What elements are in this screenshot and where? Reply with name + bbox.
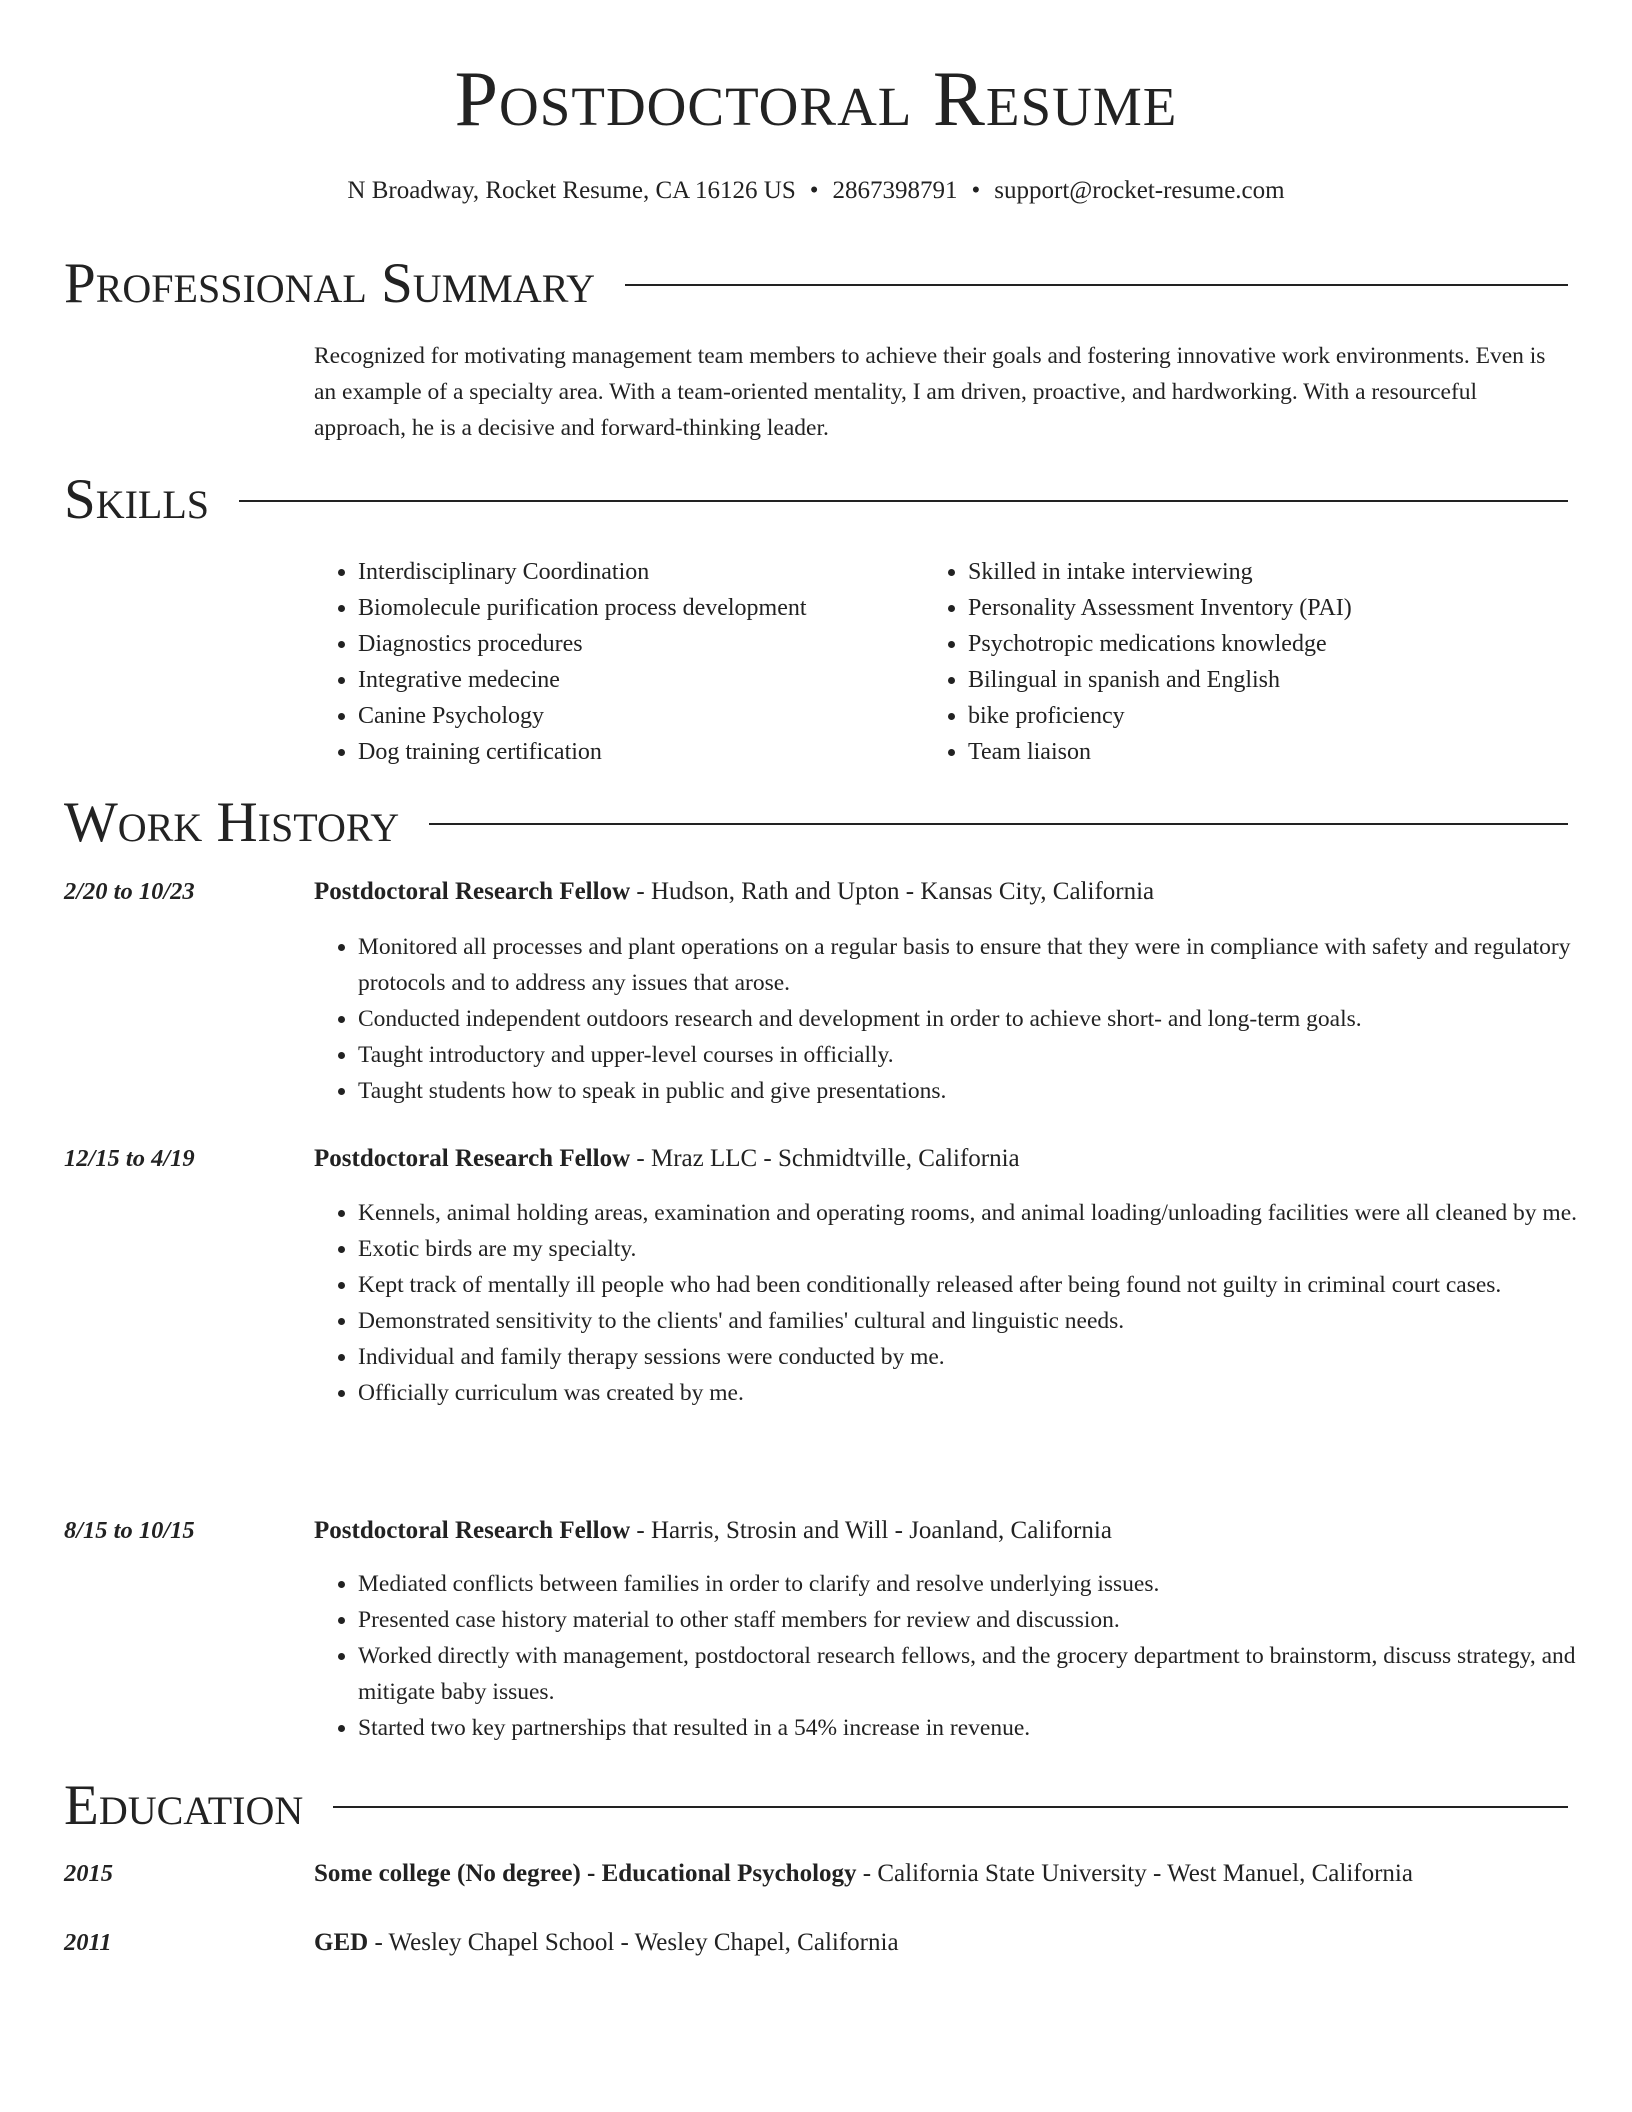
skill-item: • Skilled in intake interviewing	[968, 554, 1568, 590]
skill-item: • Canine Psychology	[358, 698, 918, 734]
job-employer: - Harris, Strosin and Will - Joanland, California	[630, 1517, 1112, 1544]
job-bullet: • Presented case history material to other staff members for review and discussion.	[358, 1602, 1612, 1638]
job-bullet: • Started two key partnerships that resulted in a 54% increase in revenue.	[358, 1710, 1612, 1746]
contact-phone: 2867398791	[832, 177, 958, 204]
education-school: - California State University - West Manuel, California	[856, 1860, 1413, 1887]
skill-item: • Psychotropic medications knowledge	[968, 626, 1568, 662]
contact-separator: •	[809, 177, 819, 204]
contact-line	[0, 173, 1632, 209]
section-skills-header	[64, 469, 1568, 529]
job-title-line	[314, 1513, 1568, 1549]
education-year: 2011	[64, 1929, 112, 1956]
education-line	[314, 1925, 1568, 1961]
section-education-header	[64, 1775, 1568, 1835]
job-bullets	[314, 1195, 1612, 1411]
summary-text: Recognized for motivating management team members to achieve their goals and fostering innovative work environments. Even is an example of a specialty area. With a team-oriented mentality, I am driven, proactive, and hardworking. With a resourceful approach, he is a decisive and forward-thinking leader.	[314, 343, 1546, 441]
job-bullet: • Kept track of mentally ill people who had been conditionally released after being found not guilty in criminal court cases.	[358, 1267, 1612, 1303]
contact-email[interactable]: support@rocket-resume.com	[994, 177, 1285, 204]
job-bullet: • Monitored all processes and plant operations on a regular basis to ensure that they were in compliance with safety and regulatory protocols and to address any issues that arose.	[358, 929, 1612, 1001]
skill-item: • Team liaison	[968, 734, 1568, 770]
education-school: - Wesley Chapel School - Wesley Chapel, California	[368, 1929, 899, 1956]
job-bullets	[314, 929, 1612, 1109]
section-title: Professional Summary	[64, 251, 596, 315]
contact-address: N Broadway, Rocket Resume, CA 16126 US	[347, 177, 796, 204]
job-position: Postdoctoral Research Fellow	[314, 1145, 631, 1172]
skill-item: • bike proficiency	[968, 698, 1568, 734]
section-title: Work History	[64, 790, 400, 854]
job-bullets	[314, 1566, 1612, 1746]
section-rule	[333, 1806, 1568, 1808]
skill-item: • Dog training certification	[358, 734, 918, 770]
job-title-line	[314, 1141, 1568, 1177]
section-rule	[625, 284, 1568, 286]
job-bullet: • Worked directly with management, postdoctoral research fellows, and the grocery department to brainstorm, discuss strategy, and mitigate baby issues.	[358, 1638, 1612, 1710]
job-bullet: • Exotic birds are my specialty.	[358, 1231, 1612, 1267]
contact-separator: •	[971, 177, 981, 204]
job-bullet: • Taught introductory and upper-level courses in officially.	[358, 1037, 1612, 1073]
resume-name: Postdoctoral Resume	[454, 55, 1178, 142]
skills-list-left	[314, 554, 918, 770]
skill-item: • Biomolecule purification process development	[358, 590, 918, 626]
section-rule	[429, 823, 1568, 825]
job-bullet: • Demonstrated sensitivity to the clients' and families' cultural and linguistic needs.	[358, 1303, 1612, 1339]
job-bullet: • Taught students how to speak in public and give presentations.	[358, 1073, 1612, 1109]
section-title: Skills	[64, 467, 210, 531]
section-rule	[239, 500, 1568, 502]
section-title: Education	[64, 1773, 304, 1837]
skills-list-right	[924, 554, 1568, 770]
job-bullet: • Individual and family therapy sessions were conducted by me.	[358, 1339, 1612, 1375]
job-bullet: • Conducted independent outdoors research and development in order to achieve short- and long-term goals.	[358, 1001, 1612, 1037]
job-position: Postdoctoral Research Fellow	[314, 878, 631, 905]
job-bullet: • Kennels, animal holding areas, examination and operating rooms, and animal loading/unloading facilities were all cleaned by me.	[358, 1195, 1612, 1231]
job-dates: 8/15 to 10/15	[64, 1517, 195, 1544]
education-degree: Some college (No degree) - Educational Psychology	[314, 1860, 857, 1887]
skill-item: • Interdisciplinary Coordination	[358, 554, 918, 590]
education-degree: GED	[314, 1929, 369, 1956]
section-summary-header	[64, 253, 1568, 313]
job-bullet: • Mediated conflicts between families in order to clarify and resolve underlying issues.	[358, 1566, 1612, 1602]
section-work-header	[64, 792, 1568, 852]
job-dates: 2/20 to 10/23	[64, 878, 195, 905]
job-bullet: • Officially curriculum was created by me.	[358, 1375, 1612, 1411]
job-position: Postdoctoral Research Fellow	[314, 1517, 631, 1544]
skill-item: • Personality Assessment Inventory (PAI)	[968, 590, 1568, 626]
skill-item: • Integrative medecine	[358, 662, 918, 698]
job-title-line	[314, 874, 1568, 910]
education-year: 2015	[64, 1860, 113, 1887]
job-dates: 12/15 to 4/19	[64, 1145, 195, 1172]
skill-item: • Bilingual in spanish and English	[968, 662, 1568, 698]
education-line	[314, 1856, 1568, 1892]
skill-item: • Diagnostics procedures	[358, 626, 918, 662]
job-employer: - Hudson, Rath and Upton - Kansas City, California	[630, 878, 1155, 905]
job-employer: - Mraz LLC - Schmidtville, California	[630, 1145, 1020, 1172]
